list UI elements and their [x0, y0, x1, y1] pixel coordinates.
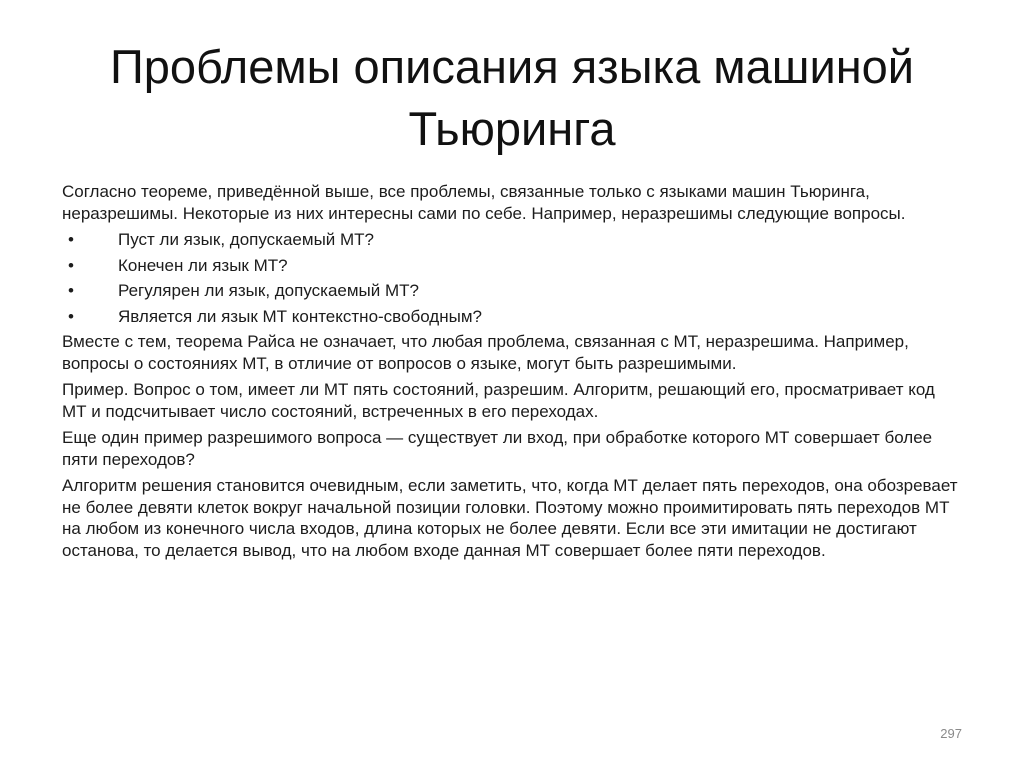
- list-item-text: Регулярен ли язык, допускаемый МТ?: [118, 281, 419, 300]
- list-item-text: Пуст ли язык, допускаемый МТ?: [118, 230, 375, 249]
- intro-paragraph: Согласно теореме, приведённой выше, все проблемы, связанные только с языками машин Тьюринга, неразрешимы. Некоторые из них интересны сами по себе. Например, неразрешимы следующие вопросы.: [62, 182, 906, 223]
- algorithm-paragraph: Алгоритм решения становится очевидным, если заметить, что, когда МТ делает пять переходов, она обозревает не более девяти клеток вокруг начальной позиции головки. Поэтому можно проимитировать пять переходов МТ на любом из конечного числа входов, длина которых не более девяти. Если все эти имитации не достигают останова, то делается вывод, что на любом входе данная МТ совершает более пяти переходов.: [62, 476, 958, 560]
- slide-title-line-1: Проблемы описания языка машиной: [109, 40, 915, 93]
- bullet-icon: •: [68, 255, 74, 275]
- slide-title: [40, 36, 984, 160]
- bullet-icon: •: [68, 306, 74, 326]
- slide-body: [62, 181, 962, 566]
- slide-number: 297: [940, 726, 962, 741]
- slide-title-line-2: Тьюринга: [408, 102, 616, 155]
- example-paragraph: Пример. Вопрос о том, имеет ли МТ пять состояний, разрешим. Алгоритм, решающий его, просматривает код МТ и подсчитывает число состояний, встреченных в его переходах.: [62, 380, 935, 421]
- question-list: [62, 229, 962, 327]
- bullet-icon: •: [68, 281, 74, 300]
- rice-theorem-paragraph: Вместе с тем, теорема Райса не означает, что любая проблема, связанная с МТ, неразрешима. Например, вопросы о состояниях МТ, в отличие от вопросов о языке, могут быть разрешимыми.: [62, 332, 909, 373]
- bullet-icon: •: [68, 230, 74, 249]
- list-item-text: Конечен ли язык МТ?: [118, 255, 288, 275]
- list-item: [62, 229, 962, 251]
- list-item: [62, 306, 962, 328]
- list-item: [62, 255, 962, 277]
- another-example-paragraph: Еще один пример разрешимого вопроса — существует ли вход, при обработке которого МТ совершает более пяти переходов?: [62, 428, 933, 469]
- list-item-text: Является ли язык МТ контекстно-свободным?: [118, 306, 482, 326]
- list-item: [62, 280, 962, 302]
